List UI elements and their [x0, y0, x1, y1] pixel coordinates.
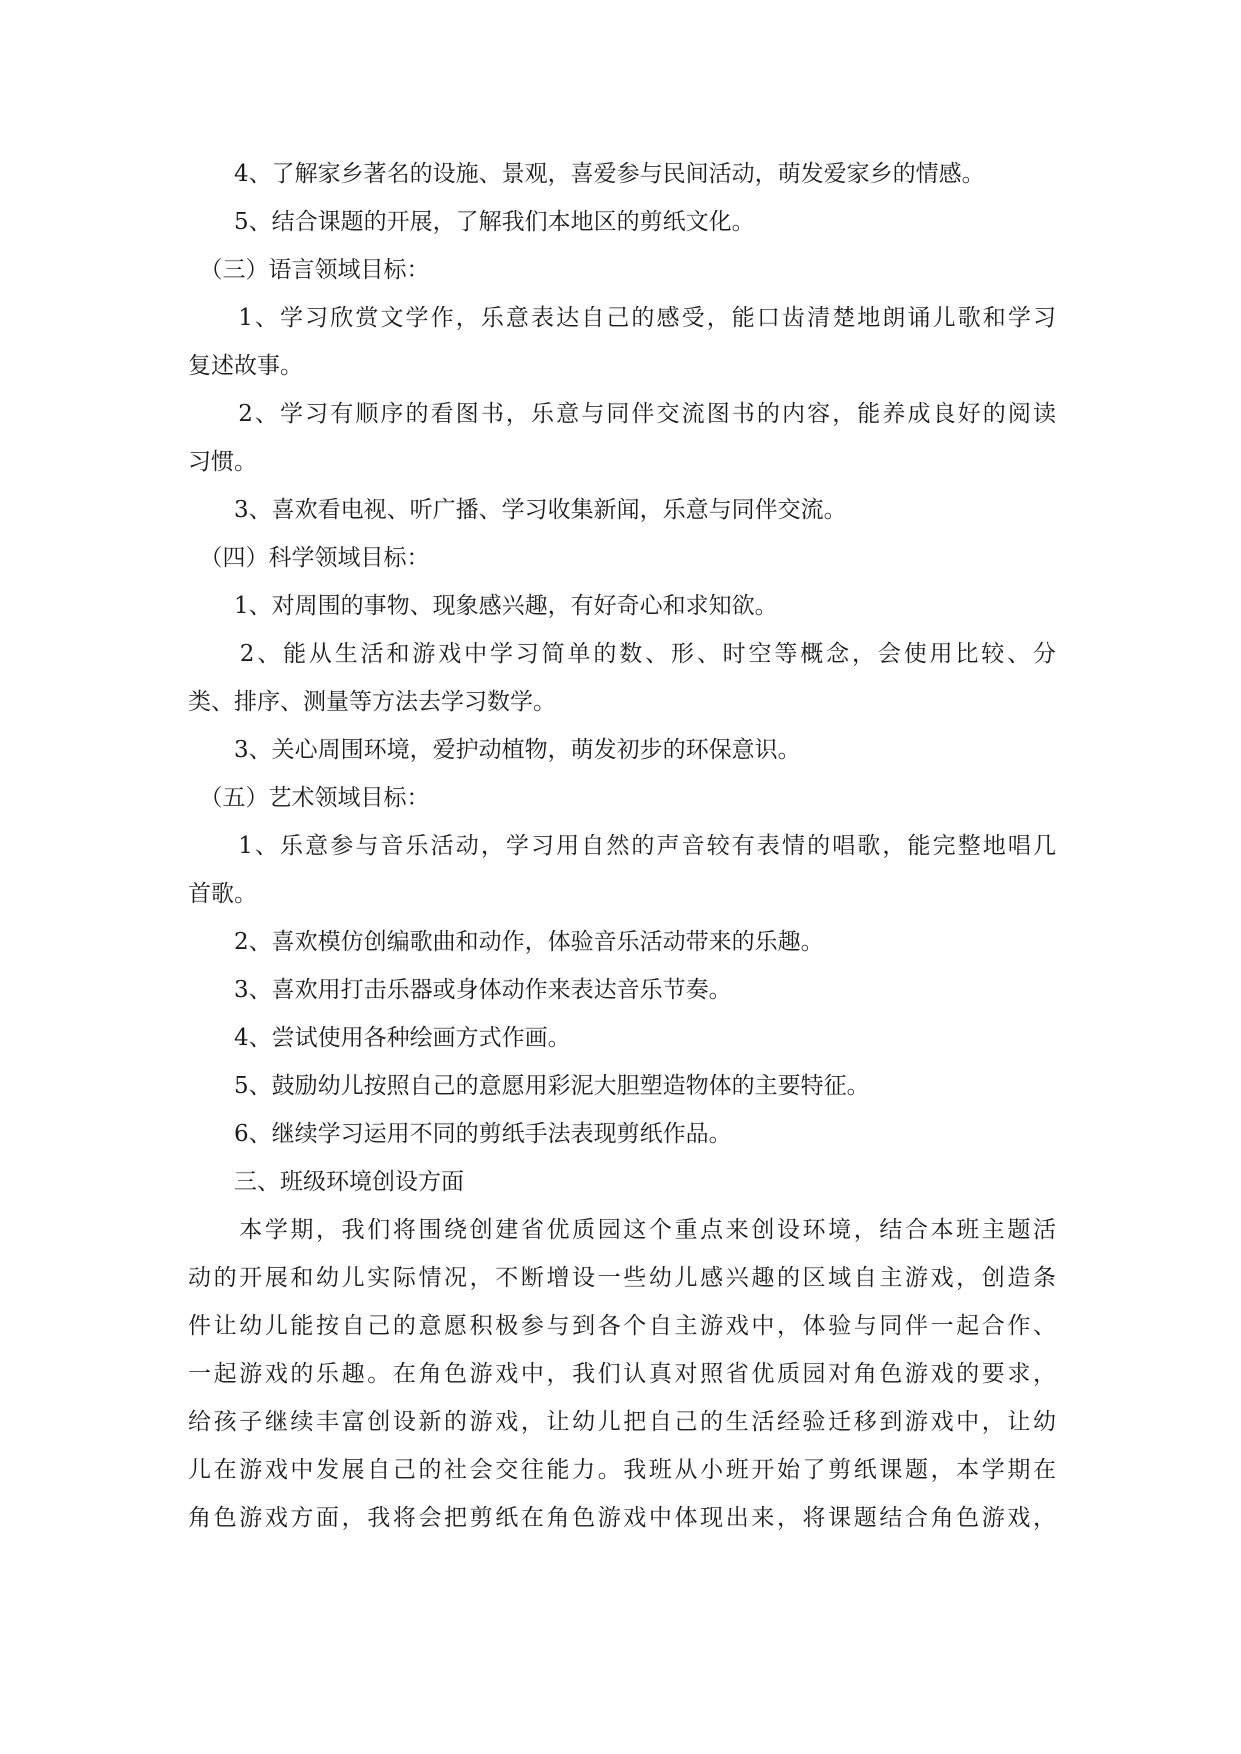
text-line: 给孩子继续丰富创设新的游戏，让幼儿把自己的生活经验迁移到游戏中，让幼 — [188, 1409, 1056, 1435]
text-line: 首歌。 — [188, 881, 257, 907]
section-heading: 三、班级环境创设方面 — [188, 1169, 464, 1195]
text-line: 4、了解家乡著名的设施、景观，喜爱参与民间活动，萌发爱家乡的情感。 — [188, 161, 985, 187]
text-line: 3、关心周围环境，爱护动植物，萌发初步的环保意识。 — [188, 737, 801, 763]
text-line: 本学期，我们将围绕创建省优质园这个重点来创设环境，结合本班主题活 — [188, 1217, 1056, 1243]
text-line: 1、乐意参与音乐活动，学习用自然的声音较有表情的唱歌，能完整地唱几 — [188, 833, 1056, 859]
section-heading: （五）艺术领域目标： — [188, 785, 430, 811]
text-line: 3、喜欢看电视、听广播、学习收集新闻，乐意与同伴交流。 — [188, 497, 847, 523]
text-line: 1、对周围的事物、现象感兴趣，有好奇心和求知欲。 — [188, 593, 778, 619]
text-line: 2、能从生活和游戏中学习简单的数、形、时空等概念，会使用比较、分 — [188, 641, 1056, 667]
section-heading: （三）语言领域目标： — [188, 257, 430, 283]
section-heading: （四）科学领域目标： — [188, 545, 430, 571]
text-line: 角色游戏方面，我将会把剪纸在角色游戏中体现出来，将课题结合角色游戏， — [188, 1505, 1056, 1531]
text-line: 1、学习欣赏文学作，乐意表达自己的感受，能口齿清楚地朗诵儿歌和学习 — [188, 305, 1056, 331]
text-line: 5、结合课题的开展，了解我们本地区的剪纸文化。 — [188, 209, 755, 235]
document-body — [188, 150, 1056, 1542]
text-line: 3、喜欢用打击乐器或身体动作来表达音乐节奏。 — [188, 977, 732, 1003]
text-line: 2、学习有顺序的看图书，乐意与同伴交流图书的内容，能养成良好的阅读 — [188, 401, 1056, 427]
text-line: 习惯。 — [188, 449, 257, 475]
text-line: 6、继续学习运用不同的剪纸手法表现剪纸作品。 — [188, 1121, 732, 1147]
text-line: 复述故事。 — [188, 353, 303, 379]
text-line: 儿在游戏中发展自己的社会交往能力。我班从小班开始了剪纸课题，本学期在 — [188, 1457, 1056, 1483]
text-line: 件让幼儿能按自己的意愿积极参与到各个自主游戏中，体验与同伴一起合作、 — [188, 1313, 1056, 1339]
text-line: 类、排序、测量等方法去学习数学。 — [188, 689, 556, 715]
text-line: 2、喜欢模仿创编歌曲和动作，体验音乐活动带来的乐趣。 — [188, 929, 824, 955]
text-line: 一起游戏的乐趣。在角色游戏中，我们认真对照省优质园对角色游戏的要求， — [188, 1361, 1056, 1387]
text-line: 4、尝试使用各种绘画方式作画。 — [188, 1025, 571, 1051]
text-line: 动的开展和幼儿实际情况，不断增设一些幼儿感兴趣的区域自主游戏，创造条 — [188, 1265, 1056, 1291]
text-line: 5、鼓励幼儿按照自己的意愿用彩泥大胆塑造物体的主要特征。 — [188, 1073, 870, 1099]
